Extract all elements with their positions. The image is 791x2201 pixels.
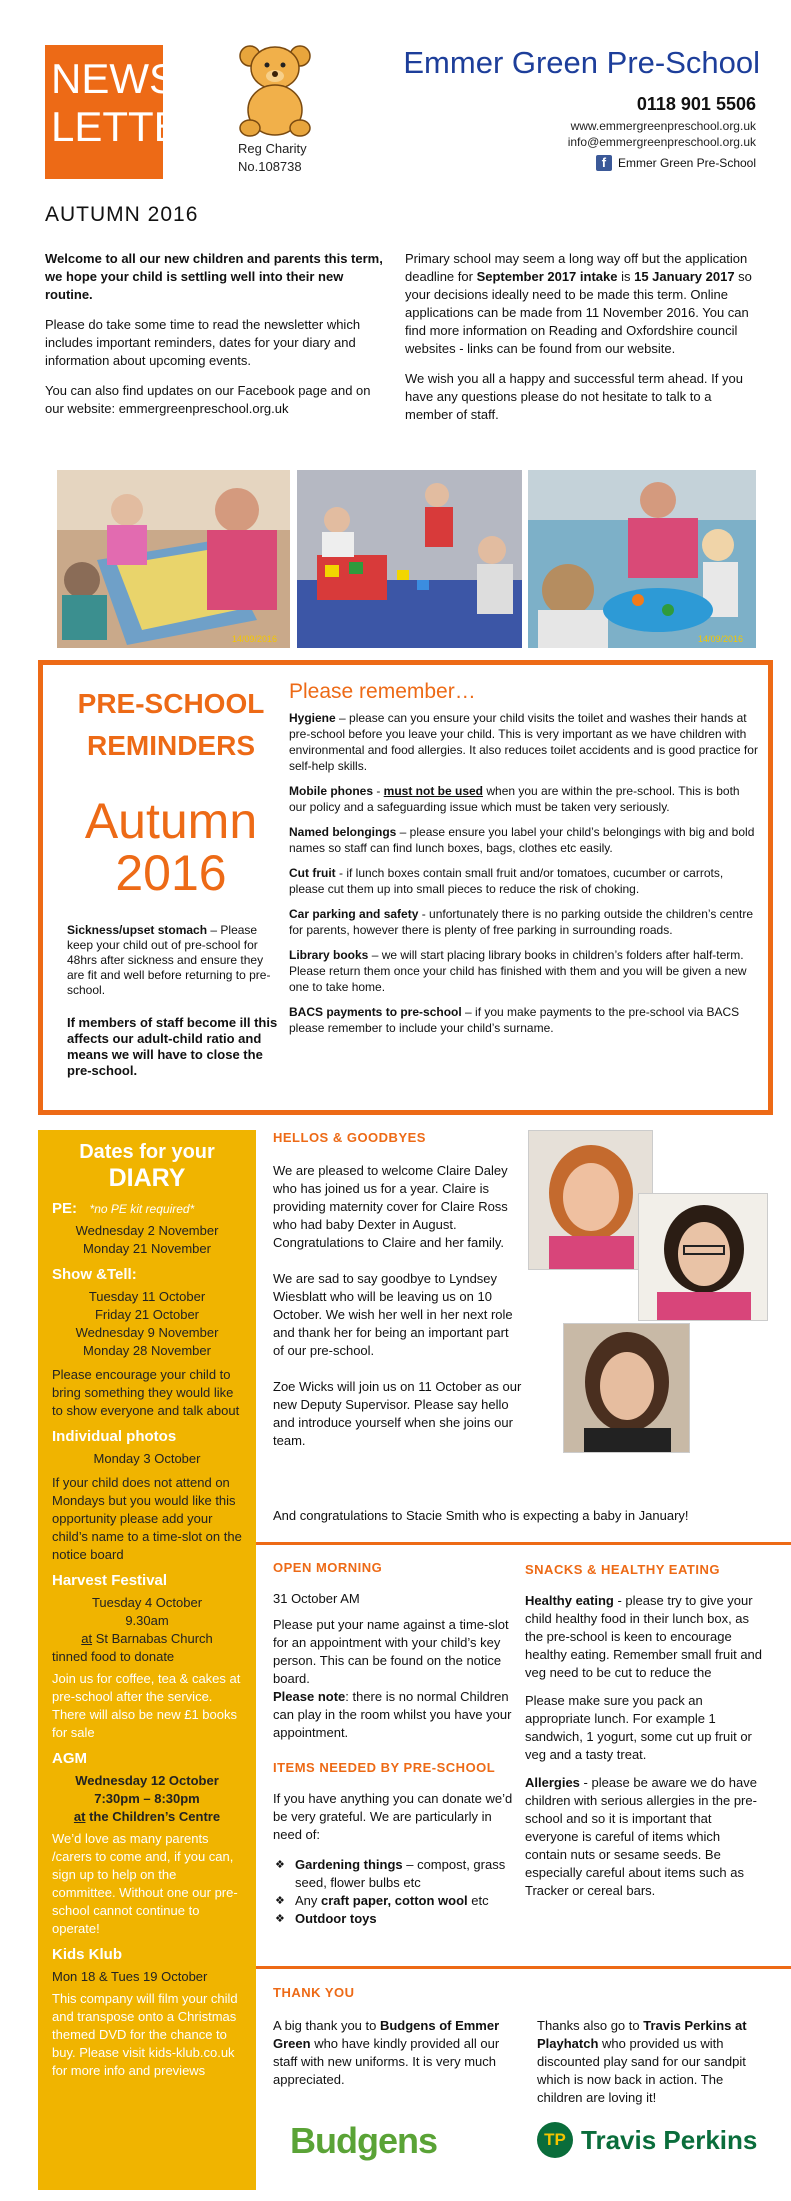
open-morning-date: 31 October AM	[273, 1591, 360, 1606]
school-name: Emmer Green Pre-School	[403, 45, 760, 80]
kids-klub-dates: Mon 18 & Tues 19 October	[52, 1969, 208, 1984]
website-link[interactable]: www.emmergreenpreschool.org.uk	[570, 119, 756, 133]
reminders-list	[289, 710, 759, 1045]
thanks-travis-perkins: Thanks also go to Travis Perkins at Playhatch who provided us with discounted play sand for our sandpit which is now back in action. The children are loving it!	[537, 2018, 747, 2105]
reminders-title-line: PRE-SCHOOL	[77, 688, 265, 719]
pe-note: *no PE kit required*	[89, 1202, 195, 1216]
reminder-hygiene: Hygiene – please can you ensure your child visits the toilet and washes their hands at pre-school before you leave your child. This is very important as we have children with environmental and food allergies. It also reduces toilet accidents and is good practice for self-help skills.	[289, 711, 758, 773]
season-year: 2016	[115, 845, 227, 901]
thanks-budgens: A big thank you to Budgens of Emmer Green who have kindly provided all our staff with new uniforms. It is very much appreciated.	[273, 2018, 500, 2087]
hellos-paragraph: We are pleased to welcome Claire Daley who has joined us for a year. Claire is providing maternity cover for Claire Ross who had baby Dexter in August. Congratulations to Claire and her family.	[273, 1163, 508, 1250]
photos-heading: Individual photos	[52, 1428, 177, 1445]
agm-heading: AGM	[52, 1750, 87, 1767]
travis-perkins-icon: TP	[537, 2122, 573, 2158]
show-tell-date: Monday 28 November	[83, 1343, 211, 1358]
pe-heading: PE: *no PE kit required*	[52, 1200, 195, 1217]
intro-paragraph: Primary school may seem a long way off but the application deadline for September 2017 intake is 15 January 2017 so your decisions ideally need to be made this term. Online applications can be made from 11 November 2016. You can find more information on Reading and Oxfordshire council websites - links can be found from our website.	[405, 251, 752, 356]
newsletter-logo	[45, 45, 213, 179]
staff-photo	[563, 1323, 690, 1453]
show-tell-date: Wednesday 9 November	[75, 1325, 219, 1340]
open-morning-body	[273, 1590, 518, 1750]
open-morning-text: Please put your name against a time-slot for an appointment with your child’s key person. This can be found on the notice board. Please note: there is no normal Children can play in the room whilst you have your appointment.	[273, 1617, 512, 1740]
harvest-heading: Harvest Festival	[52, 1572, 168, 1589]
intro-right-column	[405, 250, 760, 436]
reminder-library-books: Library books – we will start placing library books in children’s folders after half-term. Please return them once your child has finished with them and you will be given a new one to take home.	[289, 948, 747, 994]
harvest-place: at St Barnabas Church	[81, 1631, 213, 1646]
photo-date: 14/09/2016	[698, 634, 744, 644]
items-needed-body	[273, 1790, 518, 1928]
snacks-lunch: Please make sure you pack an appropriate lunch. For example 1 sandwich, 1 yogurt, some cut up fruit or veg and a tasty treat.	[525, 1693, 752, 1762]
hellos-body	[273, 1162, 523, 1468]
photos-date: Monday 3 October	[93, 1451, 201, 1466]
harvest-food: tinned food to donate	[52, 1649, 175, 1664]
snacks-healthy: Healthy eating - please try to give your child healthy food in their lunch box, as the pre-school is keen to encourage healthy eating. Remember small fruit and veg need to be cut to reduce the	[525, 1593, 763, 1680]
reminders-title-line: REMINDERS	[86, 730, 255, 761]
reminders-title	[51, 683, 291, 767]
charity-number	[238, 140, 307, 176]
agm-text: We’d love as many parents /carers to come and, if you can, sign up to help on the committee. Without one our pre-school cannot continue to operate!	[52, 1831, 238, 1936]
show-tell-date: Friday 21 October	[94, 1307, 200, 1322]
items-needed-intro: If you have anything you can donate we’d be very grateful. We are particularly in need of:	[273, 1791, 513, 1842]
items-needed-list	[273, 1856, 518, 1928]
sickness-note: Sickness/upset stomach – Please keep your child out of pre-school for 48hrs after sickness and ensure they are fit and well before returning to pre-school.	[67, 923, 271, 997]
agm-place: at the Children’s Centre	[73, 1809, 221, 1824]
budgens-logo: Budgens	[290, 2120, 438, 2161]
snacks-heading: SNACKS & HEALTHY EATING	[525, 1562, 720, 1577]
charity-id: No.108738	[238, 159, 302, 174]
travis-perkins-logo	[537, 2122, 757, 2158]
facebook-link[interactable]	[596, 155, 756, 171]
list-item: ❖ Outdoor toys	[273, 1910, 518, 1928]
reminder-car-parking: Car parking and safety - unfortunately there is no parking outside the children’s centre for parents, however there is plenty of free parking in surrounding roads.	[289, 907, 754, 937]
charity-label: Reg Charity	[238, 141, 307, 156]
section-divider	[256, 1966, 791, 1969]
pe-date: Wednesday 2 November	[75, 1223, 219, 1238]
classroom-photo	[297, 470, 522, 648]
reminder-bacs: BACS payments to pre-school – if you make payments to the pre-school via BACS please remember to include your child’s surname.	[289, 1005, 740, 1035]
kids-klub-heading: Kids Klub	[52, 1946, 122, 1963]
pe-date: Monday 21 November	[83, 1241, 211, 1256]
diary-title: Dates for your	[79, 1141, 215, 1163]
logo-line-2: LETTER	[51, 103, 213, 150]
diary-title-big: DIARY	[108, 1164, 186, 1192]
email-link[interactable]: info@emmergreenpreschool.org.uk	[567, 135, 756, 149]
items-needed-heading: ITEMS NEEDED BY PRE-SCHOOL	[273, 1760, 496, 1775]
staff-photo	[638, 1193, 768, 1321]
season-word: Autumn	[84, 793, 258, 849]
reminders-panel	[38, 660, 773, 1115]
snacks-allergies: Allergies - please be aware we do have children with serious allergies in the pre-school and so it is important that everyone is careful of items which contain nuts or sesame seeds. Be especially careful about items such as Tracker or cereal bars.	[525, 1775, 757, 1898]
harvest-text: Join us for coffee, tea & cakes at pre-school after the service. There will also be new £1 books for sale	[52, 1671, 241, 1740]
list-item: ❖ Gardening things – compost, grass seed, flower bulbs etc	[273, 1856, 518, 1892]
reminders-season	[51, 795, 291, 899]
list-item: ❖ Any craft paper, cotton wool etc	[273, 1892, 518, 1910]
open-morning-heading: OPEN MORNING	[273, 1560, 383, 1575]
facebook-label: Emmer Green Pre-School	[617, 156, 756, 170]
intro-left-column	[45, 250, 390, 430]
show-tell-date: Tuesday 11 October	[88, 1289, 206, 1304]
snacks-body	[525, 1592, 765, 1910]
reminders-heading: Please remember…	[289, 680, 476, 703]
thank-you-heading: THANK YOU	[273, 1985, 355, 2000]
classroom-photo	[528, 470, 756, 648]
intro-paragraph: We wish you all a happy and successful term ahead. If you have any questions please do not hesitate to talk to a member of staff.	[405, 371, 743, 422]
hellos-heading: HELLOS & GOODBYES	[273, 1130, 426, 1145]
harvest-time: 9.30am	[125, 1613, 169, 1628]
harvest-date: Tuesday 4 October	[91, 1595, 203, 1610]
reminder-cut-fruit: Cut fruit - if lunch boxes contain small fruit and/or tomatoes, cucumber or carrots, please cut them up into small pieces to reduce the risk of choking.	[289, 866, 724, 896]
staff-photo	[528, 1130, 653, 1270]
kids-klub-text: This company will film your child and transpose onto a Christmas themed DVD for the chance to buy. Please visit kids-klub.co.uk for more info and previews	[52, 1991, 238, 2078]
agm-time: 7:30pm – 8:30pm	[94, 1791, 200, 1806]
photo-date: 14/09/2016	[232, 634, 278, 644]
congratulations-text: And congratulations to Stacie Smith who is expecting a baby in January!	[273, 1508, 689, 1523]
teddy-bear-icon	[230, 38, 320, 138]
reminder-mobile: Mobile phones - must not be used when you are within the pre-school. This is both our policy and a safeguarding issue which must be taken very seriously.	[289, 784, 740, 814]
facebook-icon: f	[596, 155, 612, 171]
logo-line-1: NEWS	[51, 55, 177, 102]
photos-text: If your child does not attend on Mondays but you would like this opportunity please add your child’s name to a time-slot on the notice board	[52, 1475, 242, 1562]
issue-season: AUTUMN 2016	[45, 203, 199, 226]
phone-number: 0118 901 5506	[636, 94, 756, 114]
classroom-photo	[57, 470, 290, 648]
show-tell-text: Please encourage your child to bring something they would like to show everyone and talk about	[52, 1367, 240, 1418]
staff-illness-note: If members of staff become ill this affects our adult-child ratio and means we will have to close the pre-school.	[67, 1015, 278, 1078]
diary-sidebar	[38, 1130, 256, 2190]
hellos-paragraph: We are sad to say goodbye to Lyndsey Wiesblatt who will be leaving us on 10 October. We wish her well in her next role and thank her for being an important part of our pre-school.	[273, 1271, 513, 1358]
section-divider	[256, 1542, 791, 1545]
welcome-text: Welcome to all our new children and parents this term, we hope your child is settling well into their new routine.	[45, 251, 383, 302]
contact-links	[568, 118, 756, 150]
travis-perkins-wordmark: Travis Perkins	[581, 2124, 758, 2155]
show-tell-heading: Show &Tell:	[52, 1266, 137, 1283]
hellos-paragraph: Zoe Wicks will join us on 11 October as our new Deputy Supervisor. Please say hello and introduce yourself when she joins our team.	[273, 1379, 522, 1448]
intro-paragraph: Please do take some time to read the newsletter which includes important reminders, dates for your diary and information about upcoming events.	[45, 317, 361, 368]
intro-paragraph: You can also find updates on our Facebook page and on our website: emmergreenpreschool.org.uk	[45, 383, 371, 416]
reminder-named-belongings: Named belongings – please ensure you label your child’s belongings with big and bold names so staff can find lunch boxes, bags, clothes etc easily.	[289, 825, 755, 855]
agm-date: Wednesday 12 October	[75, 1773, 219, 1788]
